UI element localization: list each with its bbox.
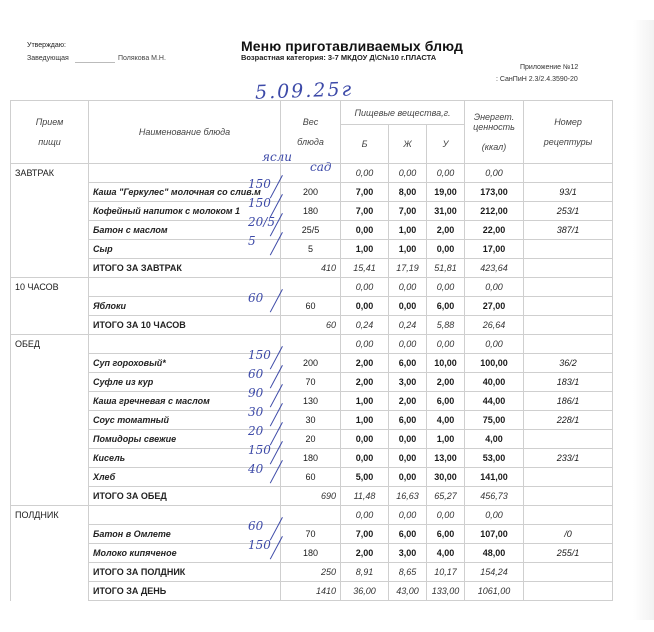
carbs-value: 0,00 (427, 278, 465, 297)
meal-row (11, 278, 613, 297)
signature-line (75, 62, 115, 63)
dish-name: Батон в Омлете (89, 525, 281, 544)
fat-value: 6,00 (389, 525, 427, 544)
section-total-row (11, 316, 613, 335)
dish-row (11, 240, 613, 259)
meal-cell-empty (11, 183, 89, 202)
dish-row (11, 297, 613, 316)
dish-name: Молоко кипяченое (89, 544, 281, 563)
handwritten-portion: 20/5 (248, 214, 275, 229)
carbs-value: 30,00 (427, 468, 465, 487)
meal-cell-empty (11, 297, 89, 316)
dish-row (11, 411, 613, 430)
col-header-dish: Наименование блюда (89, 101, 281, 164)
dish-name: Каша гречневая с маслом (89, 392, 281, 411)
fat-value: 6,00 (389, 354, 427, 373)
fat-value: 0,00 (389, 468, 427, 487)
dish-weight: 180 (281, 544, 341, 563)
approve-role: Заведующая (27, 55, 69, 62)
protein-value: 7,00 (341, 183, 389, 202)
energy-value: 44,00 (465, 392, 524, 411)
carbs-value: 19,00 (427, 183, 465, 202)
protein-value: 1,00 (341, 392, 389, 411)
day-total-energy: 1061,00 (465, 582, 524, 601)
total-weight: 410 (281, 259, 341, 278)
meal-cell-empty (11, 582, 89, 601)
col-header-nutrients: Пищевые вещества,г. (341, 101, 465, 125)
meal-name: ПОЛДНИК (11, 506, 89, 525)
meal-cell-empty (11, 202, 89, 221)
dish-row (11, 449, 613, 468)
energy-value: 107,00 (465, 525, 524, 544)
recipe-number (524, 468, 613, 487)
carbs-value: 6,00 (427, 297, 465, 316)
recipe-number (524, 278, 613, 297)
meal-cell-empty (11, 430, 89, 449)
dish-name: Соус томатный (89, 411, 281, 430)
day-total-label: ИТОГО ЗА ДЕНЬ (89, 582, 281, 601)
protein-value: 1,00 (341, 411, 389, 430)
dish-weight: 60 (281, 297, 341, 316)
total-weight: 690 (281, 487, 341, 506)
section-total-row (11, 259, 613, 278)
recipe-number (524, 430, 613, 449)
document-subtitle: Возрастная категория: 3-7 МКДОУ Д\С№10 г.ПЛАСТА (241, 53, 437, 62)
dish-weight: 180 (281, 449, 341, 468)
carbs-value: 4,00 (427, 544, 465, 563)
fat-value: 6,00 (389, 411, 427, 430)
total-carbs: 51,81 (427, 259, 465, 278)
dish-name: Помидоры свежие (89, 430, 281, 449)
dish-name: Батон с маслом (89, 221, 281, 240)
recipe-number: 36/2 (524, 354, 613, 373)
meal-name: ЗАВТРАК (11, 164, 89, 183)
protein-value: 0,00 (341, 297, 389, 316)
energy-value: 212,00 (465, 202, 524, 221)
dish-weight (281, 506, 341, 525)
recipe-number: /0 (524, 525, 613, 544)
handwritten-portion: 60 (248, 290, 264, 305)
dish-row (11, 525, 613, 544)
total-energy: 26,64 (465, 316, 524, 335)
meal-cell-empty (11, 316, 89, 335)
carbs-value: 31,00 (427, 202, 465, 221)
recipe-number (524, 563, 613, 582)
protein-value: 0,00 (341, 278, 389, 297)
fat-value: 0,00 (389, 335, 427, 354)
recipe-number: 183/1 (524, 373, 613, 392)
fat-value: 0,00 (389, 449, 427, 468)
energy-value: 0,00 (465, 164, 524, 183)
total-weight: 250 (281, 563, 341, 582)
col-header-weight: Вес блюда (281, 101, 341, 164)
dish-name: Кисель (89, 449, 281, 468)
dish-weight: 20 (281, 430, 341, 449)
protein-value: 7,00 (341, 525, 389, 544)
fat-value: 0,00 (389, 506, 427, 525)
total-protein: 11,48 (341, 487, 389, 506)
dish-name: Хлеб (89, 468, 281, 487)
dish-row (11, 392, 613, 411)
carbs-value: 13,00 (427, 449, 465, 468)
dish-weight: 70 (281, 525, 341, 544)
section-total-row (11, 563, 613, 582)
total-energy: 423,64 (465, 259, 524, 278)
appendix-label: Приложение №12 (520, 64, 579, 71)
scan-edge-shadow (633, 20, 654, 620)
col-header-recipe: Номер рецептуры (524, 101, 613, 164)
total-carbs: 5,88 (427, 316, 465, 335)
protein-value: 7,00 (341, 202, 389, 221)
meal-name: ОБЕД (11, 335, 89, 354)
day-total-weight: 1410 (281, 582, 341, 601)
fat-value: 0,00 (389, 430, 427, 449)
dish-name: Суп гороховый* (89, 354, 281, 373)
total-energy: 154,24 (465, 563, 524, 582)
meal-cell-empty (11, 525, 89, 544)
meal-cell-empty (11, 544, 89, 563)
recipe-number (524, 335, 613, 354)
carbs-value: 0,00 (427, 240, 465, 259)
col-header-carbs: У (427, 125, 465, 164)
handwritten-date: 5.09.25г (254, 78, 354, 104)
total-label: ИТОГО ЗА ПОЛДНИК (89, 563, 281, 582)
dish-row (11, 373, 613, 392)
dish-name: Яблоки (89, 297, 281, 316)
meal-cell-empty (11, 259, 89, 278)
dish-row (11, 183, 613, 202)
total-fat: 8,65 (389, 563, 427, 582)
recipe-number (524, 164, 613, 183)
total-protein: 8,91 (341, 563, 389, 582)
energy-value: 0,00 (465, 506, 524, 525)
protein-value: 0,00 (341, 506, 389, 525)
fat-value: 0,00 (389, 164, 427, 183)
handwritten-portion: 150 (248, 442, 271, 457)
dish-weight: 60 (281, 468, 341, 487)
dish-row (11, 544, 613, 563)
handwritten-portion: 150 (248, 195, 271, 210)
energy-value: 0,00 (465, 278, 524, 297)
protein-value: 0,00 (341, 221, 389, 240)
energy-value: 53,00 (465, 449, 524, 468)
fat-value: 1,00 (389, 240, 427, 259)
col-header-meal: Прием пищи (11, 101, 89, 164)
carbs-value: 0,00 (427, 164, 465, 183)
dish-row (11, 430, 613, 449)
handwritten-portion: 150 (248, 537, 271, 552)
carbs-value: 6,00 (427, 525, 465, 544)
total-label: ИТОГО ЗА ОБЕД (89, 487, 281, 506)
protein-value: 0,00 (341, 335, 389, 354)
meal-cell-empty (11, 563, 89, 582)
dish-name: Кофейный напиток с молоком 1 (89, 202, 281, 221)
meal-name: 10 ЧАСОВ (11, 278, 89, 297)
energy-value: 4,00 (465, 430, 524, 449)
handwritten-portion: 40 (248, 461, 264, 476)
energy-value: 48,00 (465, 544, 524, 563)
recipe-number (524, 259, 613, 278)
recipe-number: 93/1 (524, 183, 613, 202)
fat-value: 3,00 (389, 373, 427, 392)
recipe-number (524, 487, 613, 506)
energy-value: 22,00 (465, 221, 524, 240)
dish-weight: 5 (281, 240, 341, 259)
carbs-value: 10,00 (427, 354, 465, 373)
total-fat: 17,19 (389, 259, 427, 278)
protein-value: 2,00 (341, 544, 389, 563)
energy-value: 75,00 (465, 411, 524, 430)
col-header-energy: Энергет. ценность (ккал) (465, 101, 524, 164)
carbs-value: 0,00 (427, 506, 465, 525)
fat-value: 0,00 (389, 297, 427, 316)
protein-value: 2,00 (341, 354, 389, 373)
recipe-number (524, 297, 613, 316)
energy-value: 141,00 (465, 468, 524, 487)
col-header-fat: Ж (389, 125, 427, 164)
energy-value: 40,00 (465, 373, 524, 392)
meal-row (11, 506, 613, 525)
recipe-number: 253/1 (524, 202, 613, 221)
dish-weight (281, 278, 341, 297)
fat-value: 1,00 (389, 221, 427, 240)
carbs-value: 2,00 (427, 373, 465, 392)
dish-weight: 70 (281, 373, 341, 392)
meal-cell-empty (11, 354, 89, 373)
total-carbs: 65,27 (427, 487, 465, 506)
energy-value: 17,00 (465, 240, 524, 259)
dish-name: Каша "Геркулес" молочная со слив.м (89, 183, 281, 202)
sanpin-label: : СанПиН 2.3/2.4.3590-20 (496, 76, 578, 83)
meal-cell-empty (11, 411, 89, 430)
meal-cell-empty (11, 221, 89, 240)
total-fat: 0,24 (389, 316, 427, 335)
protein-value: 0,00 (341, 430, 389, 449)
handwritten-portion: 90 (248, 385, 264, 400)
total-protein: 0,24 (341, 316, 389, 335)
recipe-number: 255/1 (524, 544, 613, 563)
protein-value: 0,00 (341, 164, 389, 183)
total-carbs: 10,17 (427, 563, 465, 582)
meal-cell-empty (11, 392, 89, 411)
total-protein: 15,41 (341, 259, 389, 278)
total-label: ИТОГО ЗА 10 ЧАСОВ (89, 316, 281, 335)
fat-value: 7,00 (389, 202, 427, 221)
fat-value: 2,00 (389, 392, 427, 411)
day-total-protein: 36,00 (341, 582, 389, 601)
dish-name: Суфле из кур (89, 373, 281, 392)
carbs-value: 4,00 (427, 411, 465, 430)
handwritten-note-nursery: ясли (262, 150, 293, 164)
col-header-protein: Б (341, 125, 389, 164)
dish-row (11, 202, 613, 221)
total-weight: 60 (281, 316, 341, 335)
recipe-number (524, 506, 613, 525)
dish-weight: 30 (281, 411, 341, 430)
handwritten-note-kindergarten: сад (310, 160, 332, 174)
recipe-number (524, 316, 613, 335)
dish-row (11, 468, 613, 487)
dish-weight: 200 (281, 354, 341, 373)
recipe-number (524, 582, 613, 601)
dish-weight: 180 (281, 202, 341, 221)
recipe-number: 387/1 (524, 221, 613, 240)
day-total-fat: 43,00 (389, 582, 427, 601)
protein-value: 1,00 (341, 240, 389, 259)
meal-row (11, 335, 613, 354)
dish-weight: 200 (281, 183, 341, 202)
day-total-row (11, 582, 613, 601)
meal-cell-empty (11, 468, 89, 487)
energy-value: 27,00 (465, 297, 524, 316)
energy-value: 173,00 (465, 183, 524, 202)
day-total-carbs: 133,00 (427, 582, 465, 601)
handwritten-portion: 150 (248, 347, 271, 362)
document-title: Меню приготавливаемых блюд (241, 38, 464, 54)
fat-value: 0,00 (389, 278, 427, 297)
dish-weight: 130 (281, 392, 341, 411)
handwritten-portion: 5 (248, 233, 256, 248)
handwritten-portion: 30 (248, 404, 264, 419)
total-label: ИТОГО ЗА ЗАВТРАК (89, 259, 281, 278)
fat-value: 3,00 (389, 544, 427, 563)
handwritten-portion: 60 (248, 518, 264, 533)
protein-value: 5,00 (341, 468, 389, 487)
dish-name: Сыр (89, 240, 281, 259)
handwritten-portion: 60 (248, 366, 264, 381)
approver-name: Полякова М.Н. (118, 55, 166, 62)
total-energy: 456,73 (465, 487, 524, 506)
section-total-row (11, 487, 613, 506)
protein-value: 2,00 (341, 373, 389, 392)
recipe-number: 233/1 (524, 449, 613, 468)
handwritten-portion: 150 (248, 176, 271, 191)
recipe-number: 228/1 (524, 411, 613, 430)
meal-cell-empty (11, 487, 89, 506)
meal-cell-empty (11, 449, 89, 468)
meal-cell-empty (11, 240, 89, 259)
carbs-value: 6,00 (427, 392, 465, 411)
approve-label: Утверждаю: (27, 42, 66, 49)
energy-value: 0,00 (465, 335, 524, 354)
dish-row (11, 221, 613, 240)
meal-cell-empty (11, 373, 89, 392)
dish-weight: 25/5 (281, 221, 341, 240)
carbs-value: 1,00 (427, 430, 465, 449)
dish-row (11, 354, 613, 373)
recipe-number (524, 240, 613, 259)
carbs-value: 0,00 (427, 335, 465, 354)
protein-value: 0,00 (341, 449, 389, 468)
total-fat: 16,63 (389, 487, 427, 506)
recipe-number: 186/1 (524, 392, 613, 411)
dish-weight (281, 335, 341, 354)
carbs-value: 2,00 (427, 221, 465, 240)
handwritten-portion: 20 (248, 423, 264, 438)
menu-table (10, 100, 613, 601)
fat-value: 8,00 (389, 183, 427, 202)
energy-value: 100,00 (465, 354, 524, 373)
